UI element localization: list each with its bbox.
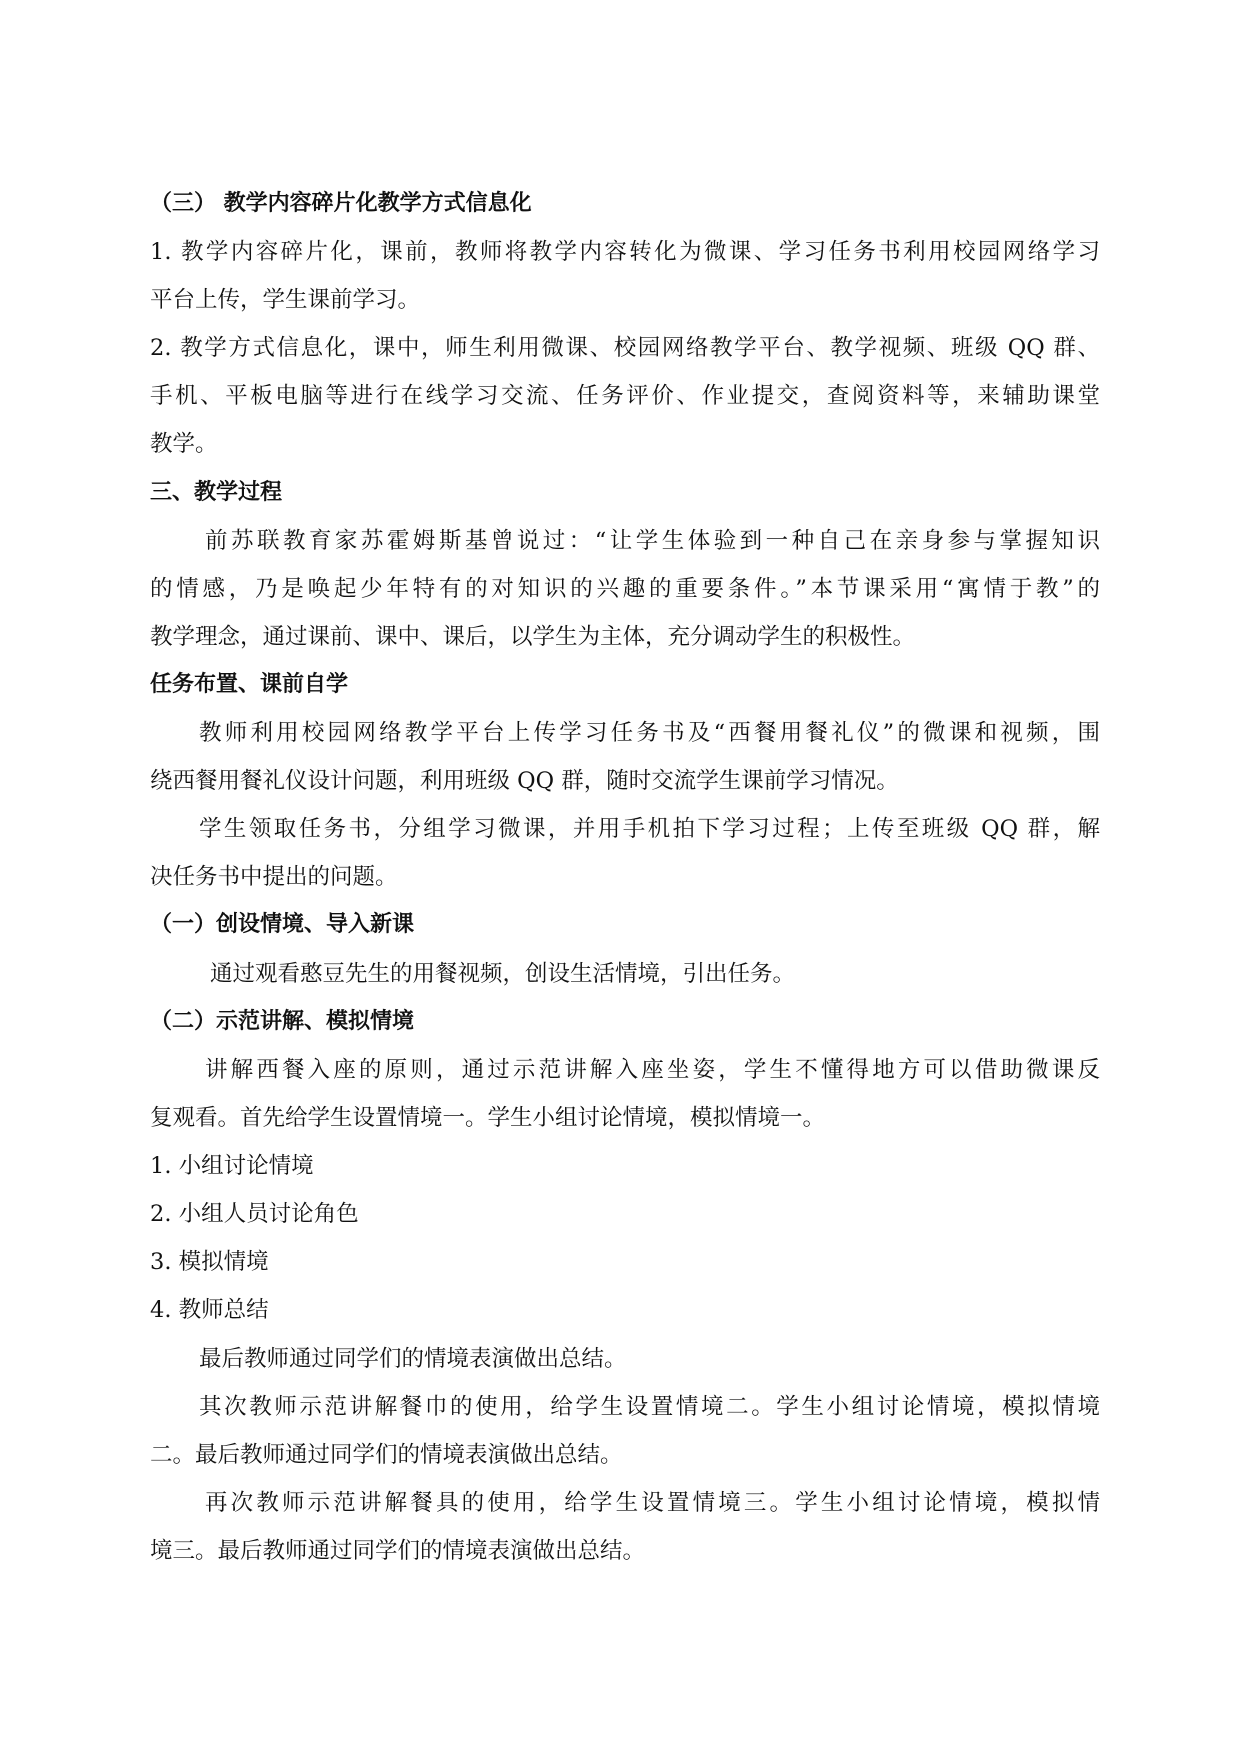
section-heading-task-assignment: 任务布置、课前自学 xyxy=(150,672,349,697)
paragraph-line: 再次教师示范讲解餐具的使用，给学生设置情境三。学生小组讨论情境，模拟情 xyxy=(205,1490,1100,1516)
paragraph-line: 平台上传，学生课前学习。 xyxy=(150,287,421,313)
list-item: 3. 模拟情境 xyxy=(150,1249,269,1275)
paragraph-line: 的情感，乃是唤起少年特有的对知识的兴趣的重要条件。”本节课采用“寓情于教”的 xyxy=(150,576,1100,602)
section-heading-content-fragmentation: （三） 教学内容碎片化教学方式信息化 xyxy=(150,191,532,216)
paragraph-line: 境三。最后教师通过同学们的情境表演做出总结。 xyxy=(150,1538,646,1564)
list-item: 2. 小组人员讨论角色 xyxy=(150,1201,359,1227)
section-heading-demonstration: （二）示范讲解、模拟情境 xyxy=(150,1009,415,1034)
paragraph-line: 绕西餐用餐礼仪设计问题，利用班级 QQ 群，随时交流学生课前学习情况。 xyxy=(150,768,899,794)
paragraph-line: 通过观看憨豆先生的用餐视频，创设生活情境，引出任务。 xyxy=(210,961,796,987)
paragraph-line: 讲解西餐入座的原则，通过示范讲解入座坐姿，学生不懂得地方可以借助微课反 xyxy=(205,1057,1100,1083)
section-heading-create-situation: （一）创设情境、导入新课 xyxy=(150,912,415,937)
list-item: 4. 教师总结 xyxy=(150,1297,269,1323)
paragraph-line: 最后教师通过同学们的情境表演做出总结。 xyxy=(199,1346,627,1372)
paragraph-line: 决任务书中提出的问题。 xyxy=(150,864,398,890)
paragraph-line: 前苏联教育家苏霍姆斯基曾说过：“让学生体验到一种自己在亲身参与掌握知识 xyxy=(205,528,1100,554)
paragraph-line: 其次教师示范讲解餐巾的使用，给学生设置情境二。学生小组讨论情境，模拟情境 xyxy=(199,1394,1100,1420)
paragraph-line: 二。最后教师通过同学们的情境表演做出总结。 xyxy=(150,1442,623,1468)
section-heading-teaching-process: 三、教学过程 xyxy=(150,480,283,505)
paragraph-line: 学生领取任务书，分组学习微课，并用手机拍下学习过程；上传至班级 QQ 群，解 xyxy=(199,816,1100,842)
paragraph-line: 1. 教学内容碎片化，课前，教师将教学内容转化为微课、学习任务书利用校园网络学习 xyxy=(150,239,1100,265)
paragraph-line: 教学。 xyxy=(150,431,218,457)
paragraph-line: 手机、平板电脑等进行在线学习交流、任务评价、作业提交，查阅资料等，来辅助课堂 xyxy=(150,383,1100,409)
paragraph-line: 复观看。首先给学生设置情境一。学生小组讨论情境，模拟情境一。 xyxy=(150,1105,826,1131)
paragraph-line: 教师利用校园网络教学平台上传学习任务书及“西餐用餐礼仪”的微课和视频，围 xyxy=(199,720,1100,746)
paragraph-line: 2. 教学方式信息化，课中，师生利用微课、校园网络教学平台、教学视频、班级 QQ 群、 xyxy=(150,335,1100,361)
list-item: 1. 小组讨论情境 xyxy=(150,1153,314,1179)
paragraph-line: 教学理念，通过课前、课中、课后，以学生为主体，充分调动学生的积极性。 xyxy=(150,624,916,650)
